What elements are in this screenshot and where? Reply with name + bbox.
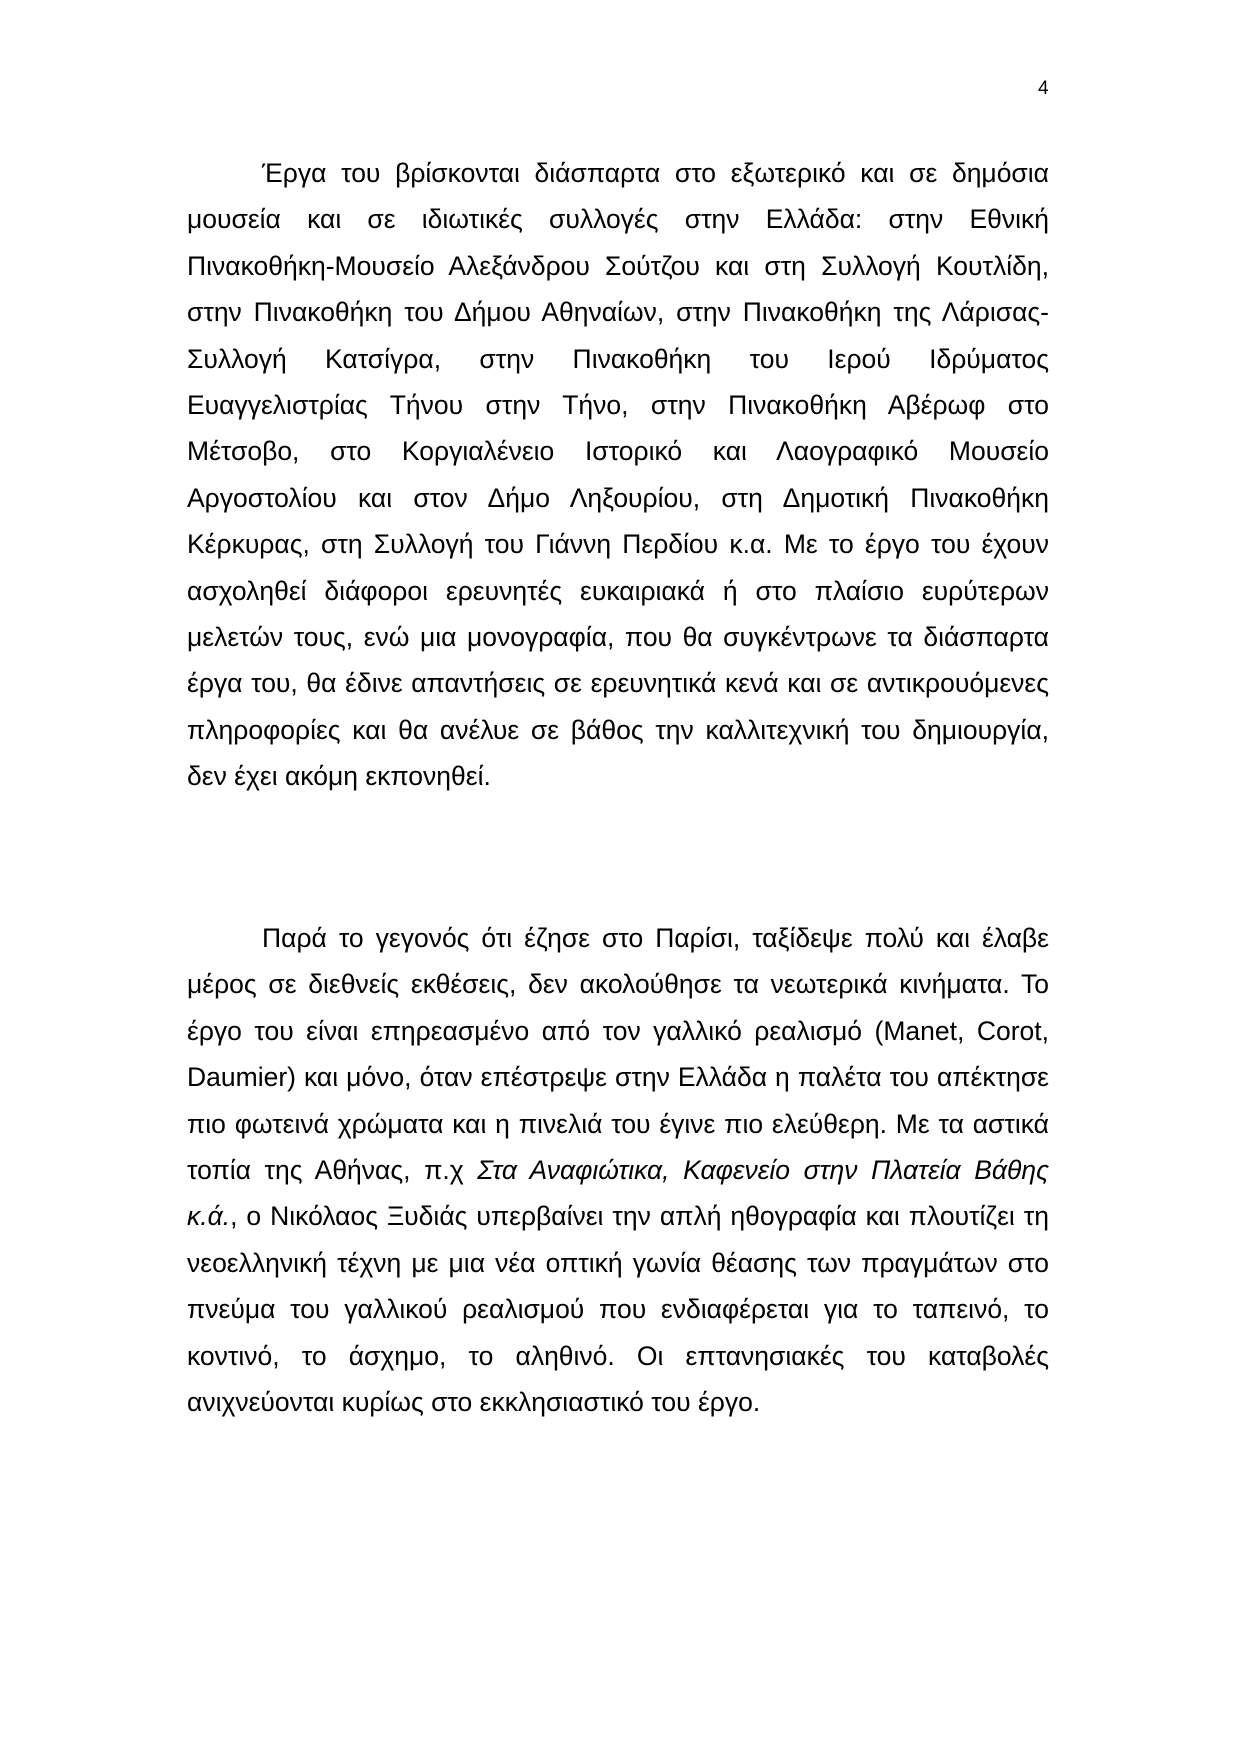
- paragraph-2-text-start: Παρά το γεγονός ότι έζησε στο Παρίσι, ταξίδεψε πολύ και έλαβε μέρος σε διεθνείς εκθέσεις, δεν ακολούθησε τα νεωτερικά κινήματα. Το έργο του είναι επηρεασμένο από τον γαλλικό ρεαλισμό (Manet, Corot, Daumier) και μόνο, όταν επέστρεψε στην Ελλάδα η παλέτα του απέκτησε πιο φωτεινά χρώματα και η πινελιά του έγινε πιο ελεύθερη. Με τα αστικά τοπία της Αθήνας, π.χ: [187, 923, 1049, 1186]
- document-body-section-1: [187, 150, 1049, 800]
- paragraph-2-text-end: , ο Νικόλαος Ξυδιάς υπερβαίνει την απλή ηθογραφία και πλουτίζει τη νεοελληνική τέχνη με μια νέα οπτική γωνία θέασης των πραγμάτων στο πνεύμα του γαλλικού ρεαλισμού που ενδιαφέρεται για το ταπεινό, το κοντινό, το άσχημο, το αληθινό. Οι επτανησιακές του καταβολές ανιχνεύονται κυρίως στο εκκλησιαστικό του έργο.: [187, 1201, 1049, 1418]
- paragraph-1: Έργα του βρίσκονται διάσπαρτα στο εξωτερικό και σε δημόσια μουσεία και σε ιδιωτικές συλλογές στην Ελλάδα: στην Εθνική Πινακοθήκη-Μουσείο Αλεξάνδρου Σούτζου και στη Συλλογή Κουτλίδη, στην Πινακοθήκη του Δήμου Αθηναίων, στην Πινακοθήκη της Λάρισας-Συλλογή Κατσίγρα, στην Πινακοθήκη του Ιερού Ιδρύματος Ευαγγελιστρίας Τήνου στην Τήνο, στην Πινακοθήκη Αβέρωφ στο Μέτσοβο, στο Κοργιαλένειο Ιστορικό και Λαογραφικό Μουσείο Αργοστολίου και στον Δήμο Ληξουρίου, στη Δημοτική Πινακοθήκη Κέρκυρας, στη Συλλογή του Γιάννη Περδίου κ.α. Με το έργο του έχουν ασχοληθεί διάφοροι ερευνητές ευκαιριακά ή στο πλαίσιο ευρύτερων μελετών τους, ενώ μια μονογραφία, που θα συγκέντρωνε τα διάσπαρτα έργα του, θα έδινε απαντήσεις σε ερευνητικά κενά και σε αντικρουόμενες πληροφορίες και θα ανέλυε σε βάθος την καλλιτεχνική του δημιουργία, δεν έχει ακόμη εκπονηθεί.: [187, 158, 1049, 792]
- artwork-titles-italic: Στα Αναφιώτικα, Καφενείο στην Πλατεία Βάθης κ.ά.: [187, 1155, 1049, 1232]
- paragraph-2: [187, 915, 1049, 1425]
- document-body-section-2: [187, 915, 1049, 1425]
- page-number: 4: [1038, 78, 1049, 99]
